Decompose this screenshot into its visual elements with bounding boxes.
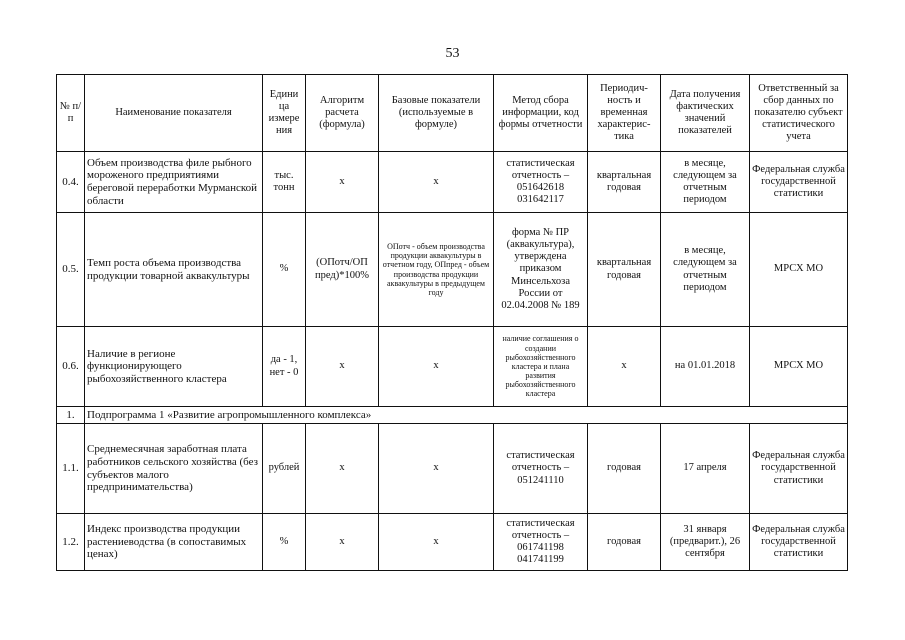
header-algorithm: Алгоритм расчета (формула)	[306, 75, 379, 152]
header-method: Метод сбора информации, код формы отчетности	[494, 75, 588, 152]
row-base: x	[379, 327, 494, 407]
row-date: 17 апреля	[661, 424, 750, 514]
table-row	[57, 424, 848, 514]
row-num: 1.2.	[57, 514, 85, 571]
header-base: Базовые показатели (используемые в формуле)	[379, 75, 494, 152]
indicators-table	[56, 74, 848, 571]
row-unit: %	[263, 514, 306, 571]
row-name: Наличие в регионе функционирующего рыбохозяйственного кластера	[85, 327, 263, 407]
row-num: 0.6.	[57, 327, 85, 407]
row-name: Темп роста объема производства продукции товарной аквакультуры	[85, 213, 263, 327]
row-algorithm: x	[306, 514, 379, 571]
row-period: x	[588, 327, 661, 407]
table-row	[57, 213, 848, 327]
row-responsible: Федеральная служба государственной статистики	[750, 514, 848, 571]
table-row	[57, 514, 848, 571]
row-date: в месяце, следующем за отчетным периодом	[661, 152, 750, 213]
row-num: 0.5.	[57, 213, 85, 327]
row-method: статистическая отчетность – 061741198 041741199	[494, 514, 588, 571]
section-title: Подпрограмма 1 «Развитие агропромышленного комплекса»	[85, 407, 848, 424]
row-method: наличие соглашения о создании рыбохозяйственного кластера и плана развития рыбохозяйственного кластера	[494, 327, 588, 407]
row-algorithm: x	[306, 152, 379, 213]
row-name: Объем производства филе рыбного мороженого предприятиями береговой переработки Мурманской области	[85, 152, 263, 213]
table-row	[57, 152, 848, 213]
row-period: годовая	[588, 424, 661, 514]
row-unit: тыс. тонн	[263, 152, 306, 213]
row-responsible: Федеральная служба государственной статистики	[750, 152, 848, 213]
header-date: Дата получения фактических значений показателей	[661, 75, 750, 152]
table-row	[57, 327, 848, 407]
row-date: на 01.01.2018	[661, 327, 750, 407]
page-number: 53	[445, 46, 460, 61]
row-date: 31 января (предварит.), 26 сентября	[661, 514, 750, 571]
row-unit: рублей	[263, 424, 306, 514]
row-method: форма № ПР (аквакультура), утверждена приказом Минсельхоза России от 02.04.2008 № 189	[494, 213, 588, 327]
header-name: Наименование показателя	[85, 75, 263, 152]
row-algorithm: x	[306, 424, 379, 514]
row-period: квартальная годовая	[588, 213, 661, 327]
row-date: в месяце, следующем за отчетным периодом	[661, 213, 750, 327]
row-name: Индекс производства продукции растениеводства (в сопоставимых ценах)	[85, 514, 263, 571]
section-row	[57, 407, 848, 424]
header-num: № п/п	[57, 75, 85, 152]
section-num: 1.	[57, 407, 85, 424]
row-base: x	[379, 424, 494, 514]
header-responsible: Ответственный за сбор данных по показателю субъект статистического учета	[750, 75, 848, 152]
row-period: квартальная годовая	[588, 152, 661, 213]
row-algorithm: x	[306, 327, 379, 407]
row-responsible: МРСХ МО	[750, 213, 848, 327]
header-period: Периодич- ность и временная характерис- тика	[588, 75, 661, 152]
header-unit: Едини ца измере ния	[263, 75, 306, 152]
row-num: 1.1.	[57, 424, 85, 514]
row-method: статистическая отчетность – 051642618 031642117	[494, 152, 588, 213]
row-base: x	[379, 152, 494, 213]
row-period: годовая	[588, 514, 661, 571]
row-responsible: МРСХ МО	[750, 327, 848, 407]
row-algorithm: (ОПотч/ОП пред)*100%	[306, 213, 379, 327]
row-unit: %	[263, 213, 306, 327]
row-method: статистическая отчетность – 051241110	[494, 424, 588, 514]
row-unit: да - 1, нет - 0	[263, 327, 306, 407]
row-name: Среднемесячная заработная плата работников сельского хозяйства (без субъектов малого предпринимательства)	[85, 424, 263, 514]
row-base: ОПотч - объем производства продукции аквакультуры в отчетном году, ОПпред - объем производства продукции аквакультуры в предыдущем году	[379, 213, 494, 327]
row-num: 0.4.	[57, 152, 85, 213]
row-responsible: Федеральная служба государственной статистики	[750, 424, 848, 514]
table-header-row	[57, 75, 848, 152]
row-base: x	[379, 514, 494, 571]
